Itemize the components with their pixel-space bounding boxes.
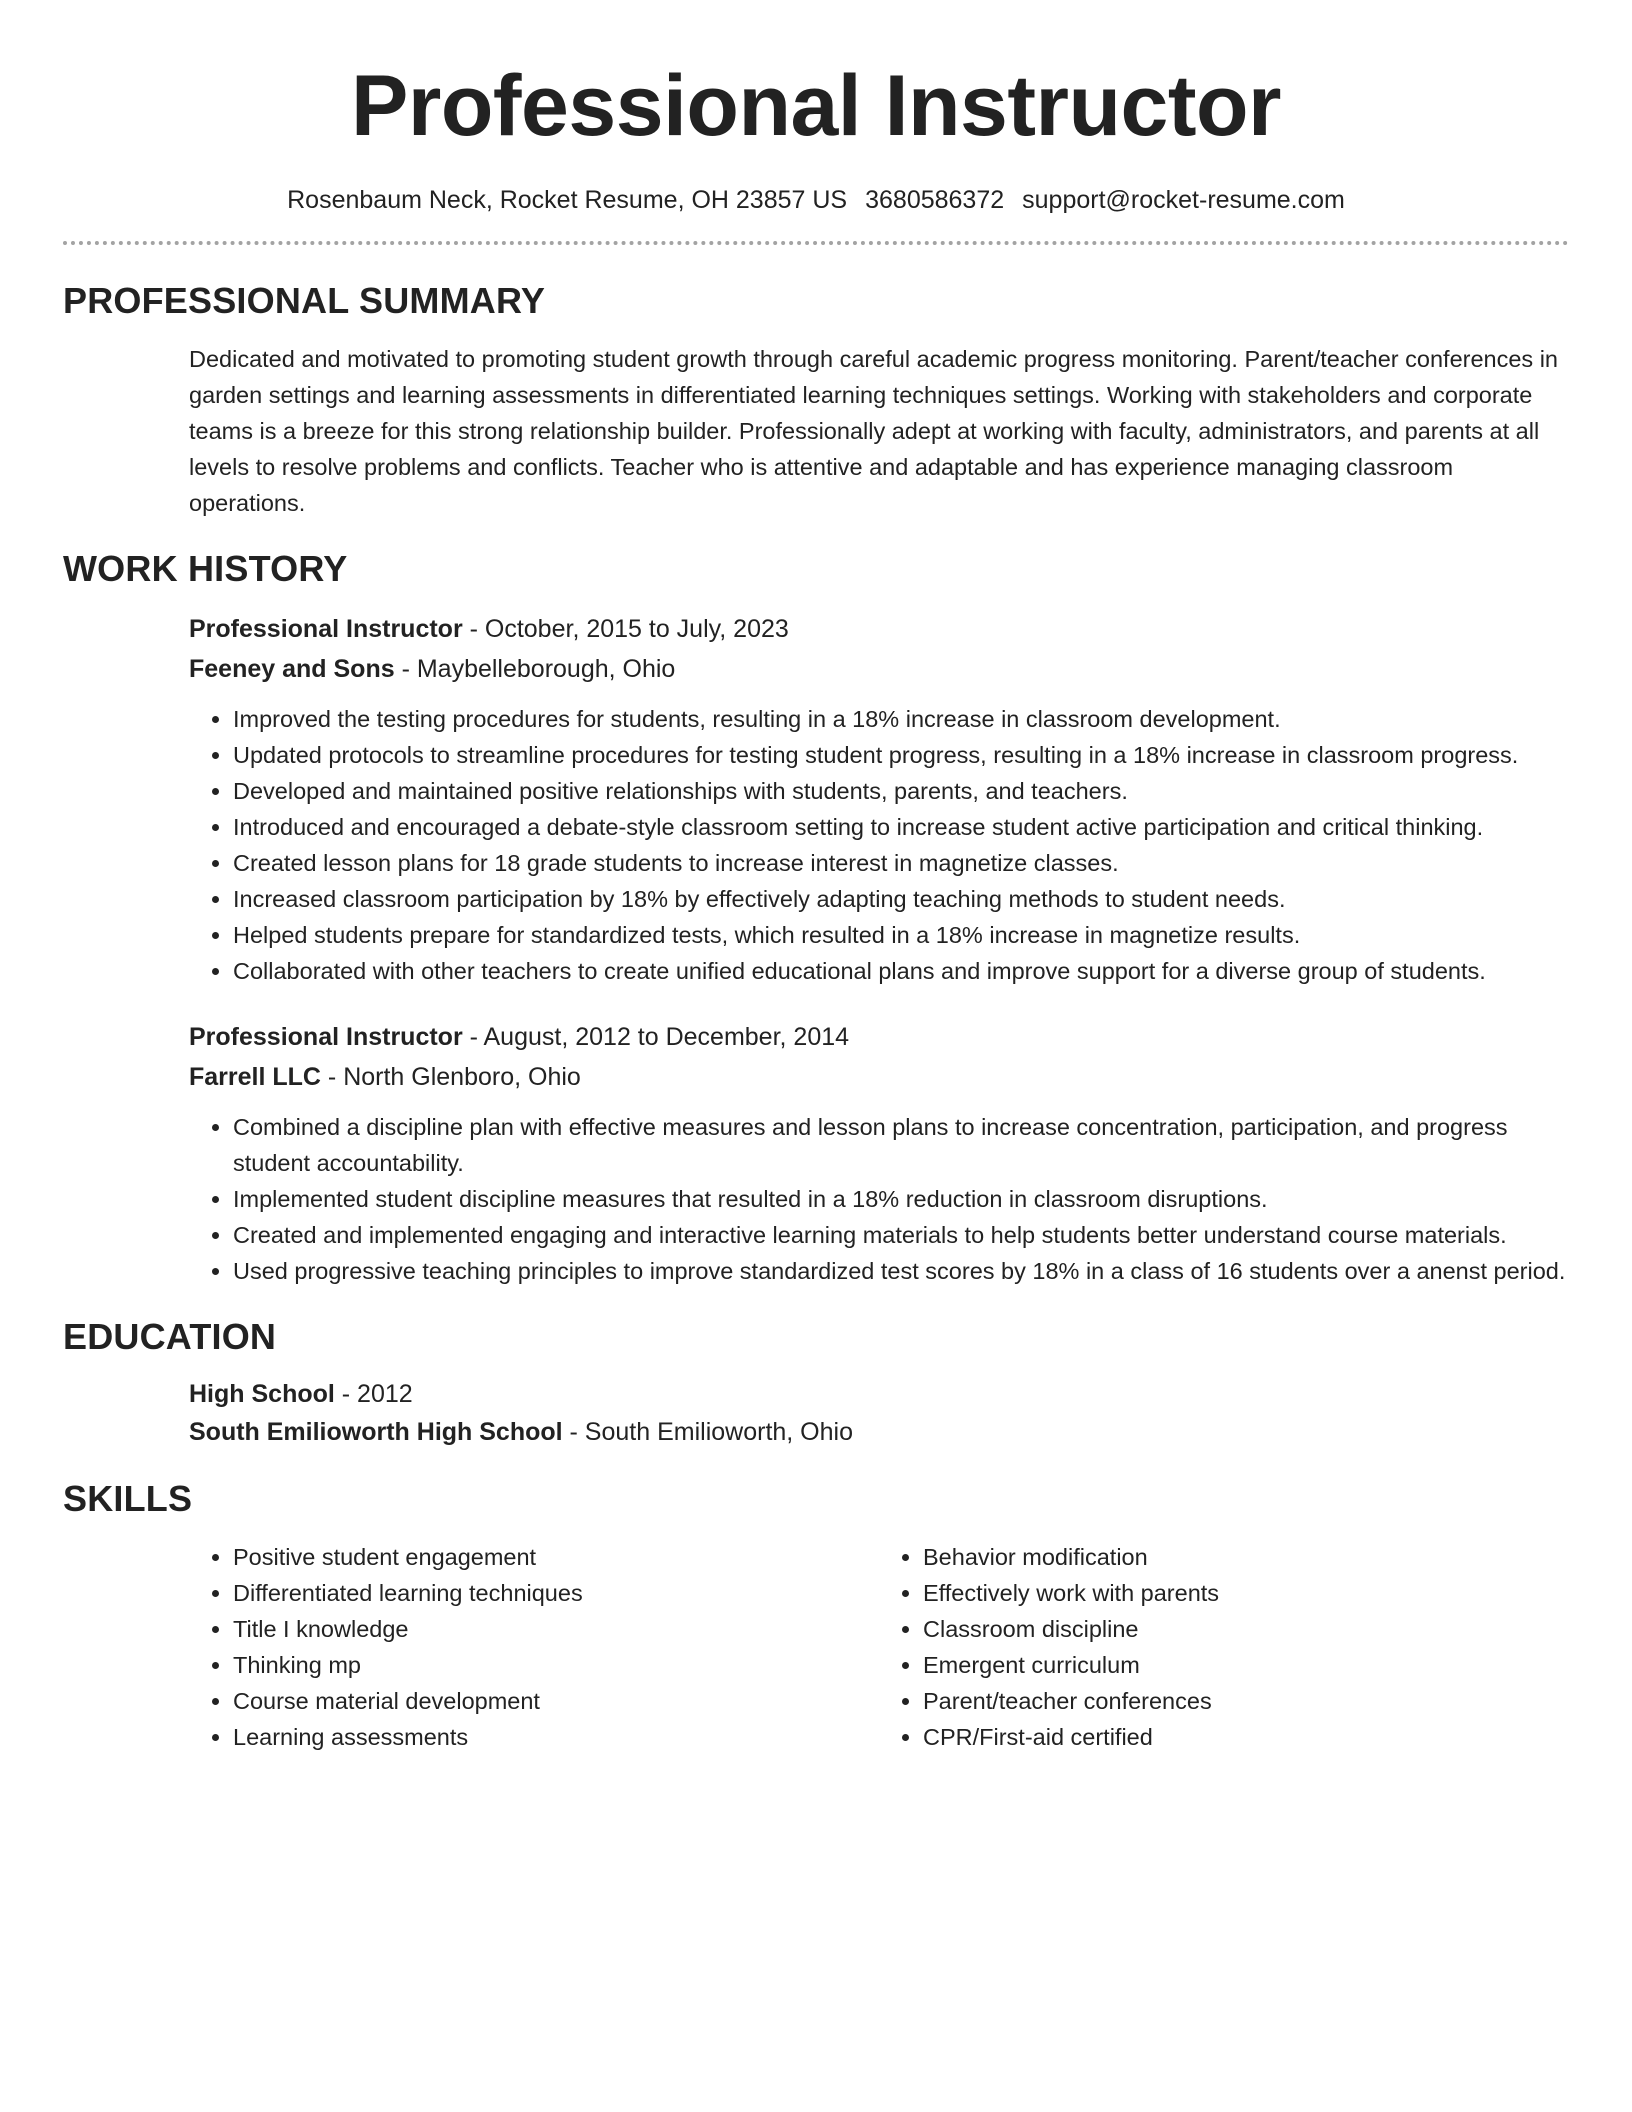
header-divider [63,241,1569,245]
education-entry [189,1375,1569,1451]
education-title: EDUCATION [63,1316,277,1357]
education-school: South Emilioworth High School [189,1418,563,1446]
summary-section [63,279,1569,521]
job-bullet: • Used progressive teaching principles to improve standardized test scores by 18% in a class of 16 students over a anenst period. [233,1253,1569,1289]
skill-item: • Effectively work with parents [923,1575,1569,1611]
job-bullet: • Helped students prepare for standardized tests, which resulted in a 18% increase in magnetize results. [233,917,1569,953]
contact-address: Rosenbaum Neck, Rocket Resume, OH 23857 US [287,186,848,214]
job-bullet: • Combined a discipline plan with effective measures and lesson plans to increase concentration, participation, and progress student accountability. [233,1109,1569,1181]
job-entry [189,609,1569,989]
skills-list-right [879,1539,1569,1755]
education-year: - 2012 [334,1380,413,1408]
job-location: - Maybelleborough, Ohio [394,655,676,683]
job-bullet: • Introduced and encouraged a debate-style classroom setting to increase student active participation and critical thinking. [233,809,1569,845]
skills-grid [189,1539,1569,1755]
summary-text: Dedicated and motivated to promoting student growth through careful academic progress monitoring. Parent/teacher conferences in garden settings and learning assessments in differentiated learning techniques settings. Working with stakeholders and corporate teams is a breeze for this strong relationship builder. Professionally adept at working with faculty, administrators, and parents at all levels to resolve problems and conflicts. Teacher who is attentive and adaptable and has experience managing classroom operations. [189,346,1558,516]
skills-title: SKILLS [63,1478,193,1519]
skill-item: • Behavior modification [923,1539,1569,1575]
job-bullet: • Updated protocols to streamline procedures for testing student progress, resulting in a 18% increase in classroom progress. [233,737,1569,773]
skill-item: • Differentiated learning techniques [233,1575,879,1611]
job-bullet: • Increased classroom participation by 18% by effectively adapting teaching methods to student needs. [233,881,1569,917]
skill-item: • Thinking mp [233,1647,879,1683]
job-role-line [189,1017,1569,1057]
education-section [63,1315,1569,1451]
job-bullet: • Collaborated with other teachers to create unified educational plans and improve support for a diverse group of students. [233,953,1569,989]
job-role: Professional Instructor [189,615,463,643]
skill-item: • Title I knowledge [233,1611,879,1647]
skill-item: • Learning assessments [233,1719,879,1755]
skill-item: • Classroom discipline [923,1611,1569,1647]
candidate-name: Professional Instructor [351,58,1281,154]
job-bullet: • Implemented student discipline measures that resulted in a 18% reduction in classroom disruptions. [233,1181,1569,1217]
job-location: - North Glenboro, Ohio [320,1063,581,1091]
contact-line [63,183,1569,217]
job-company: Farrell LLC [189,1063,321,1091]
job-company: Feeney and Sons [189,655,395,683]
job-bullet: • Created lesson plans for 18 grade students to increase interest in magnetize classes. [233,845,1569,881]
job-bullet: • Created and implemented engaging and interactive learning materials to help students better understand course materials. [233,1217,1569,1253]
job-entry [189,1017,1569,1289]
job-bullets [189,701,1569,989]
job-role: Professional Instructor [189,1023,463,1051]
job-bullet: • Developed and maintained positive relationships with students, parents, and teachers. [233,773,1569,809]
skill-item: • Emergent curriculum [923,1647,1569,1683]
job-bullets [189,1109,1569,1289]
job-role-line [189,609,1569,649]
job-company-line [189,649,1569,689]
skill-item: • Positive student engagement [233,1539,879,1575]
contact-phone: 3680586372 [865,186,1005,214]
job-dates: - October, 2015 to July, 2023 [462,615,789,643]
summary-body [189,341,1569,521]
education-degree: High School [189,1380,335,1408]
summary-title: PROFESSIONAL SUMMARY [63,280,546,321]
work-section [63,547,1569,1289]
education-location: - South Emilioworth, Ohio [562,1418,853,1446]
skills-section [63,1477,1569,1755]
job-dates: - August, 2012 to December, 2014 [462,1023,850,1051]
contact-email: support@rocket-resume.com [1022,186,1345,214]
skills-list-left [189,1539,879,1755]
education-school-line [189,1413,1569,1451]
education-degree-line [189,1375,1569,1413]
job-company-line [189,1057,1569,1097]
job-bullet: • Improved the testing procedures for students, resulting in a 18% increase in classroom development. [233,701,1569,737]
work-title: WORK HISTORY [63,548,348,589]
skill-item: • Course material development [233,1683,879,1719]
resume-header [63,0,1569,245]
skill-item: • Parent/teacher conferences [923,1683,1569,1719]
skill-item: • CPR/First-aid certified [923,1719,1569,1755]
